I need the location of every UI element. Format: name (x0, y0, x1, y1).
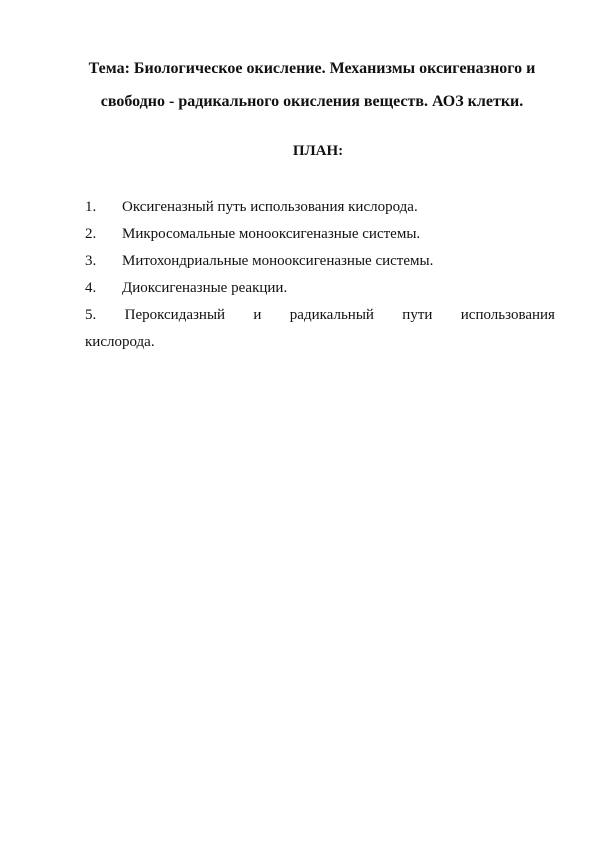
document-title (72, 52, 552, 118)
plan-heading: ПЛАН: (292, 143, 344, 159)
list-item-number: 5. (85, 307, 97, 323)
list-item-text: Диоксигеназные реакции. (122, 280, 288, 296)
list-item-5-continuation: кислорода. (85, 334, 155, 350)
list-item-number: 4. (85, 280, 97, 296)
list-item-word: пути (402, 307, 433, 323)
list-item-5-first-line (85, 304, 555, 331)
list-item-number: 2. (85, 226, 97, 242)
list-item-text: Оксигеназный путь использования кислорода. (122, 199, 418, 215)
list-item-word: радикальный (289, 307, 374, 323)
list-item-text: Микросомальные монооксигеназные системы. (122, 226, 421, 242)
list-item-text: Митохондриальные монооксигеназные системы. (122, 253, 434, 269)
list-item (85, 250, 555, 277)
list-item-word: и (253, 307, 262, 323)
list-item-word: Пероксидазный (124, 307, 226, 323)
list-item (85, 196, 555, 223)
plan-list (85, 196, 555, 304)
list-item (85, 277, 555, 304)
list-item-number: 1. (85, 199, 97, 215)
list-item-word: использования (460, 307, 555, 323)
list-item-number: 3. (85, 253, 97, 269)
title-line-2: свободно - радикального окисления веществ. АОЗ клетки. (100, 93, 524, 110)
list-item (85, 223, 555, 250)
title-line-1: Тема: Биологическое окисление. Механизмы оксигеназного и (88, 60, 536, 77)
list-item-5 (85, 304, 555, 353)
